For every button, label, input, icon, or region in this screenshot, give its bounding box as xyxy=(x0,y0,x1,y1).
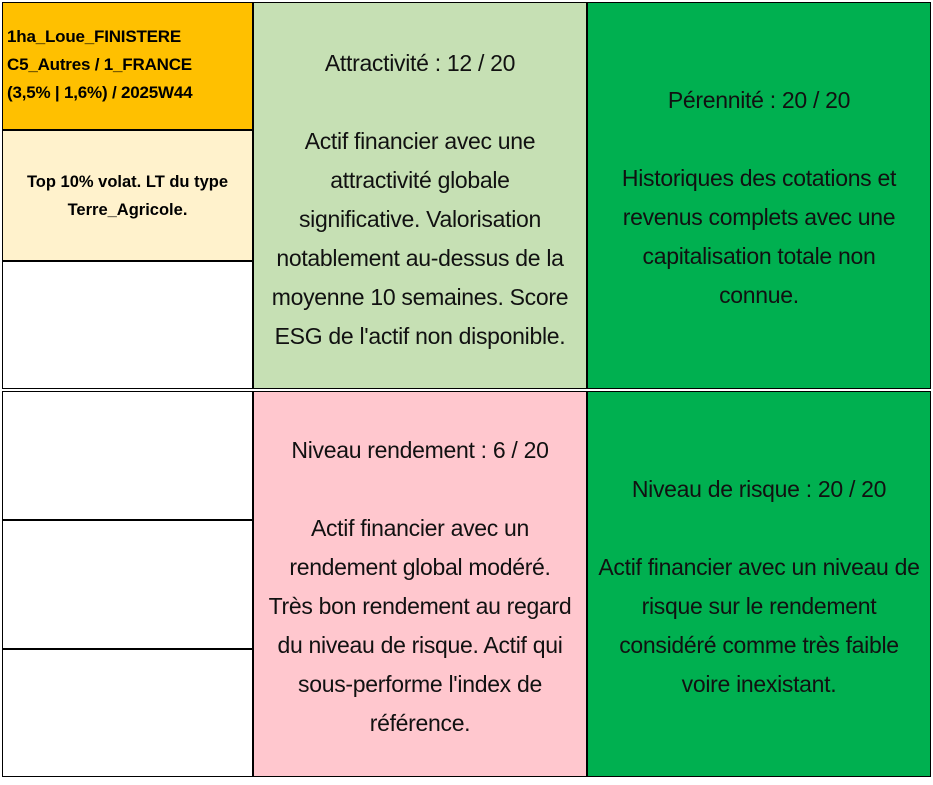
risque-score-title: Niveau de risque : 20 / 20 xyxy=(631,476,887,502)
empty-cell xyxy=(2,649,253,777)
asset-info-cell xyxy=(2,130,253,261)
risque-card xyxy=(587,391,931,777)
empty-cell xyxy=(2,520,253,649)
rendement-description: Actif financier avec un rendement global modéré. Très bon rendement au regard du niveau de risque. Actif qui sous-performe l'index de référence. xyxy=(268,515,572,736)
attractivite-score-title: Attractivité : 12 / 20 xyxy=(324,50,516,76)
rendement-score-title: Niveau rendement : 6 / 20 xyxy=(291,437,549,463)
empty-cell xyxy=(2,391,253,520)
asset-stats: (3,5% | 1,6%) / 2025W44 xyxy=(7,83,193,102)
asset-info-text: Top 10% volat. LT du type Terre_Agricole. xyxy=(26,173,229,219)
perennite-card xyxy=(587,2,931,389)
attractivite-description: Actif financier avec une attractivité globale significative. Valorisation notablement au-dessus de la moyenne 10 semaines. Score ESG de l'actif non disponible. xyxy=(271,128,569,349)
perennite-description: Historiques des cotations et revenus complets avec une capitalisation totale non connue. xyxy=(621,165,897,308)
attractivite-card xyxy=(253,2,587,389)
empty-cell xyxy=(2,261,253,389)
asset-header-cell xyxy=(2,2,253,130)
rendement-card xyxy=(253,391,587,777)
asset-name: 1ha_Loue_FINISTERE xyxy=(7,27,181,46)
risque-description: Actif financier avec un niveau de risque sur le rendement considéré comme très faible voire inexistant. xyxy=(598,554,920,697)
asset-category: C5_Autres / 1_FRANCE xyxy=(7,55,192,74)
perennite-score-title: Pérennité : 20 / 20 xyxy=(667,87,851,113)
